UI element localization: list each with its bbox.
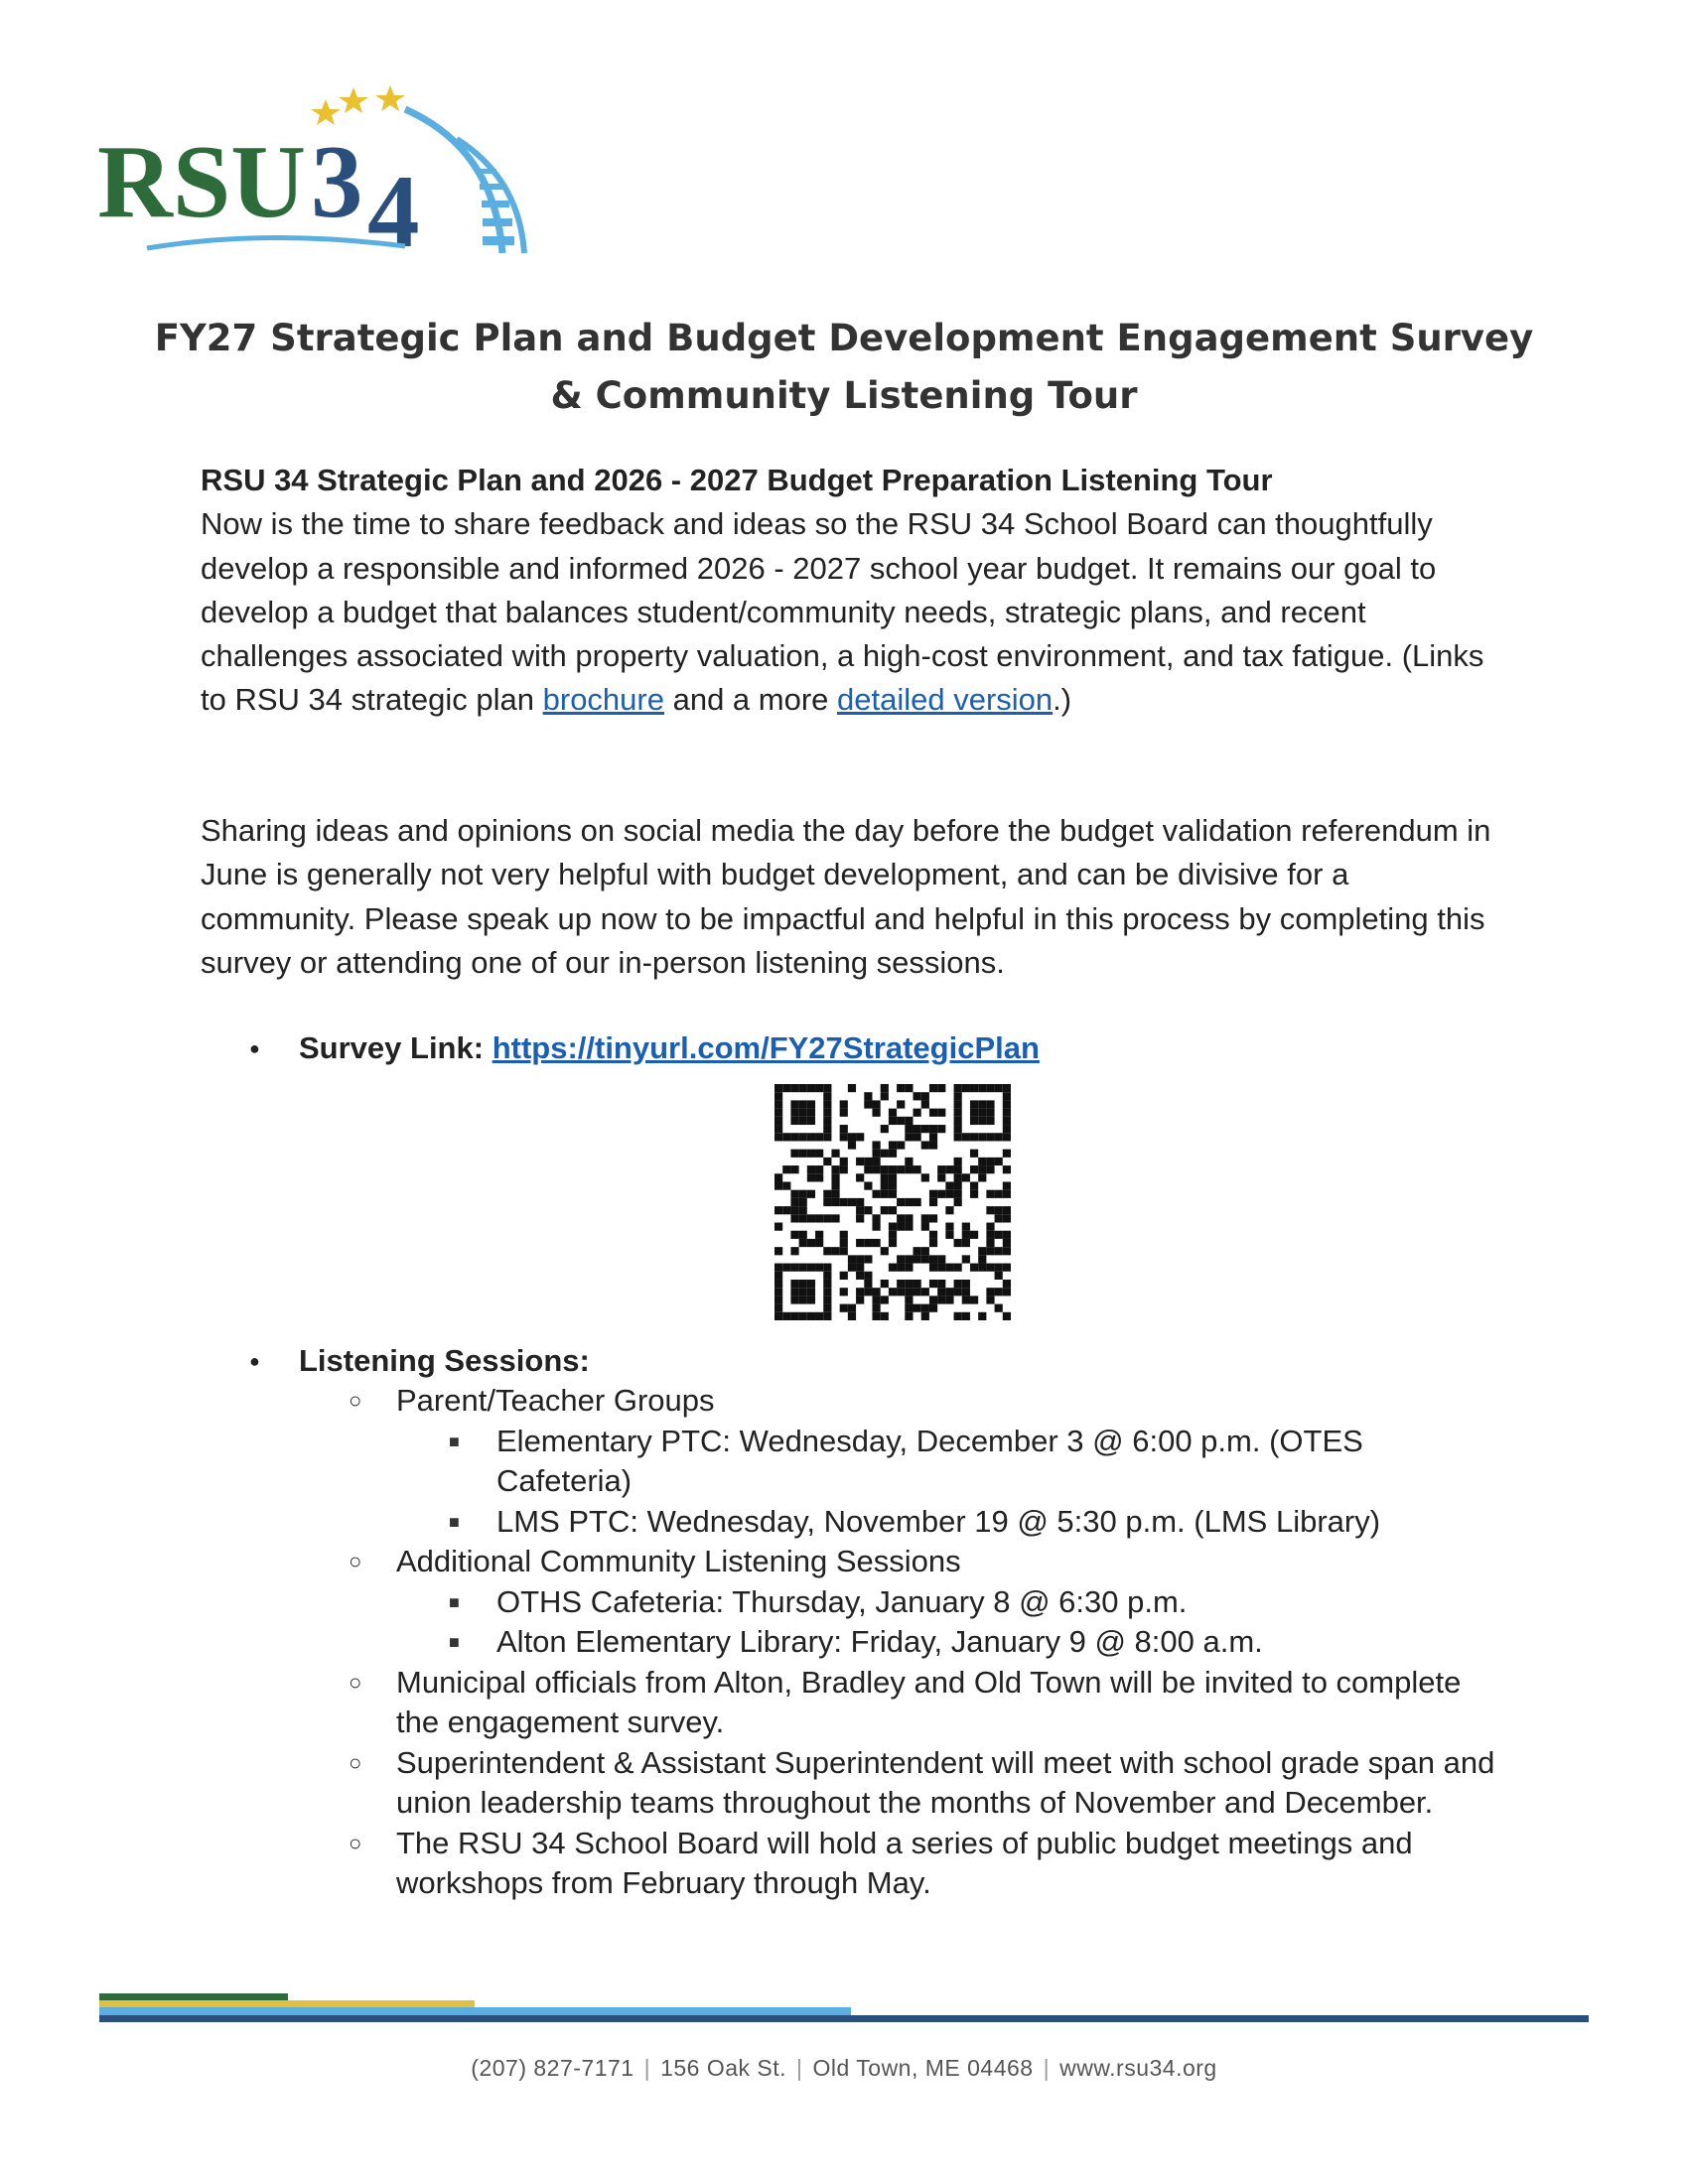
list-item: ■ Alton Elementary Library: Friday, January 9 @ 8:00 a.m.: [496, 1622, 1263, 1663]
list-item: ■ Elementary PTC: Wednesday, December 3 @ 6:00 p.m. (OTES: [496, 1422, 1363, 1462]
footer-address: 156 Oak St.: [660, 2055, 787, 2081]
footer-contact: (207) 827-7171 | 156 Oak St. | Old Town, ME 04468 | www.rsu34.org: [471, 2055, 1217, 2081]
svg-text:3: 3: [311, 123, 363, 239]
stars-icon: [311, 85, 405, 125]
qr-code[interactable]: [774, 1084, 1011, 1320]
rsu34-logo: [97, 69, 534, 258]
footer-bar-sky: [99, 2007, 851, 2015]
listening-sessions-label: ● Listening Sessions:: [299, 1341, 590, 1382]
list-item: ○ The RSU 34 School Board will hold a series of public budget meetings and: [396, 1824, 1413, 1864]
footer-bar-navy: [99, 2015, 1589, 2022]
list-item: ■ OTHS Cafeteria: Thursday, January 8 @ 6:30 p.m.: [496, 1582, 1187, 1623]
list-item: ○ Additional Community Listening Sessions: [396, 1542, 961, 1582]
list-item-cont: workshops from February through May.: [396, 1865, 931, 1900]
title-line-1: FY27 Strategic Plan and Budget Development Engagement Survey: [154, 317, 1534, 359]
intro-section: [201, 459, 1511, 723]
footer-bar-gold: [99, 2000, 475, 2007]
detailed-version-link[interactable]: detailed version: [837, 682, 1054, 718]
brochure-link[interactable]: brochure: [542, 682, 664, 718]
intro-text: Now is the time to share feedback and ideas so the RSU 34 School Board can thoughtfully develop a responsible and informed 2026 - 2027 school year budget. It remains our goal to develop a budget that balances student/community needs, strategic plans, and recent challenges associated with property valuation, a high-cost environment, and tax fatigue. (Links to RSU 34 strategic plan: [201, 506, 1484, 718]
list-item: ○ Superintendent & Assistant Superintendent will meet with school grade span and: [396, 1743, 1494, 1784]
list-item: ○ Parent/Teacher Groups: [396, 1381, 715, 1422]
footer-bar-green: [99, 1993, 288, 2000]
list-item-cont: Cafeteria): [496, 1463, 633, 1498]
logo-text-rsu: RSU: [97, 123, 307, 239]
page-title: [0, 310, 1688, 425]
intro-text-3: .): [1053, 682, 1072, 718]
section-heading: RSU 34 Strategic Plan and 2026 - 2027 Budget Preparation Listening Tour: [201, 463, 1273, 497]
survey-link-item: [299, 1028, 1040, 1069]
survey-label: Survey Link:: [299, 1030, 492, 1065]
footer-website[interactable]: www.rsu34.org: [1059, 2055, 1217, 2081]
intro-paragraph: [201, 502, 1511, 722]
list-item: ○ Municipal officials from Alton, Bradley and Old Town will be invited to complete: [396, 1663, 1461, 1704]
title-line-2: & Community Listening Tour: [550, 374, 1138, 417]
footer-city: Old Town, ME 04468: [812, 2055, 1034, 2081]
social-media-paragraph: Sharing ideas and opinions on social media the day before the budget validation referendum in June is generally not very helpful with budget development, and can be divisive for a community. Please speak up now to be impactful and helpful in this process by completing this survey or attending one of our in-person listening sessions.: [201, 813, 1491, 980]
list-item-cont: union leadership teams throughout the months of November and December.: [396, 1785, 1434, 1820]
list-item: ■ LMS PTC: Wednesday, November 19 @ 5:30 p.m. (LMS Library): [496, 1502, 1380, 1543]
survey-url-link[interactable]: https://tinyurl.com/FY27StrategicPlan: [492, 1030, 1040, 1065]
footer-phone: (207) 827-7171: [471, 2055, 634, 2081]
svg-text:4: 4: [367, 153, 420, 258]
intro-text-2: and a more: [663, 682, 838, 718]
list-item-cont: the engagement survey.: [396, 1705, 725, 1739]
